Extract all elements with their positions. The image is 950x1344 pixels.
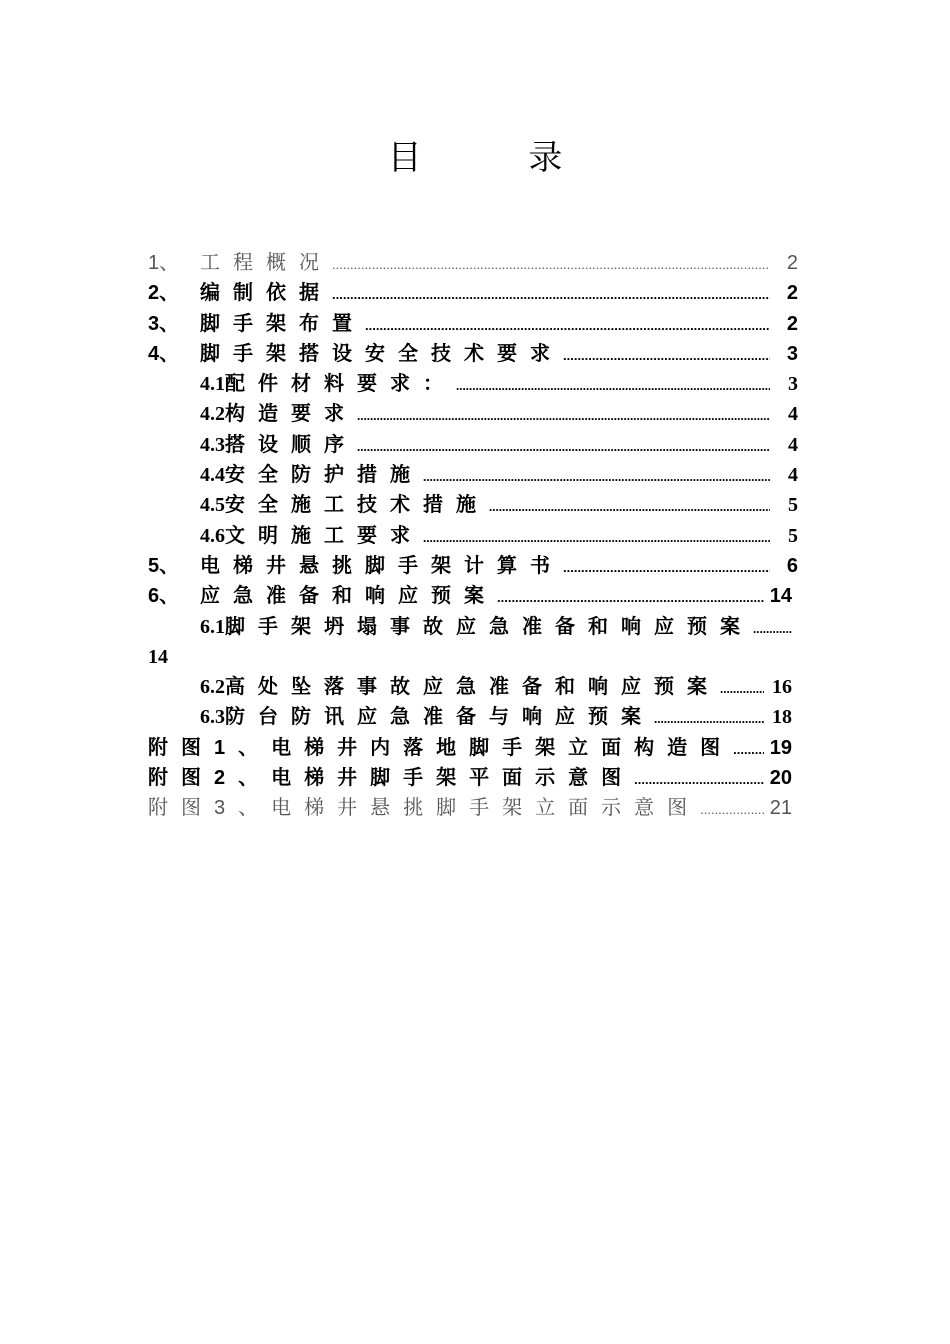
toc-entry-number: 6.1 [200, 615, 225, 638]
table-of-contents [148, 248, 798, 824]
toc-entry-page: 14 [148, 645, 168, 668]
toc-entry-page: 2 [786, 252, 798, 274]
toc-entry-number: 附图3、 [148, 797, 272, 820]
dot-leader [563, 341, 770, 371]
dot-leader [365, 311, 770, 341]
toc-entry-number: 附图2、 [148, 767, 272, 790]
toc-subentry[interactable] [148, 399, 798, 429]
toc-entry-page: 14 [769, 585, 792, 608]
toc-entry-page: 3 [788, 373, 798, 396]
toc-entry-page: 6 [786, 554, 798, 577]
toc-entry-label: 安全防护措施 [225, 464, 423, 487]
dot-leader [753, 614, 792, 644]
toc-entry[interactable] [148, 763, 798, 793]
toc-entry-page: 3 [786, 342, 798, 365]
toc-entry-number: 4.3 [200, 433, 225, 456]
toc-entry-page: 16 [772, 676, 792, 699]
toc-entry-page: 19 [769, 736, 792, 759]
toc-entry-page: 2 [786, 282, 798, 305]
toc-entry-label: 应急准备和响应预案 [200, 585, 497, 608]
toc-entry[interactable] [148, 248, 798, 278]
toc-subentry[interactable] [148, 702, 798, 732]
dot-leader [456, 371, 770, 401]
dot-leader [733, 735, 764, 765]
toc-entry-page: 4 [788, 433, 798, 456]
toc-entry[interactable] [148, 339, 798, 369]
toc-entry-label: 电梯井内落地脚手架立面构造图 [271, 736, 734, 759]
toc-entry-number: 1、 [148, 252, 180, 274]
toc-subentry[interactable] [148, 612, 798, 642]
toc-entry-page: 21 [769, 797, 792, 820]
toc-entry-label: 配件材料要求： [225, 373, 456, 396]
dot-leader [563, 553, 770, 583]
toc-entry-label: 搭设顺序 [225, 433, 357, 456]
toc-entry[interactable] [148, 733, 798, 763]
toc-subentry[interactable] [148, 490, 798, 520]
toc-entry-label: 高处坠落事故应急准备和响应预案 [225, 676, 720, 699]
toc-entry-label: 防台防讯应急准备与响应预案 [225, 706, 654, 729]
toc-entry-page: 5 [788, 494, 798, 517]
dot-leader [700, 795, 764, 825]
dot-leader [332, 280, 770, 310]
dot-leader [654, 704, 764, 734]
toc-entry-label: 编制依据 [200, 282, 332, 305]
toc-entry-number: 2、 [148, 282, 180, 305]
dot-leader [357, 401, 770, 431]
toc-entry-page: 4 [788, 403, 798, 426]
toc-entry-number: 6.2 [200, 676, 225, 699]
toc-subentry[interactable] [148, 369, 798, 399]
toc-entry[interactable] [148, 551, 798, 581]
page-title: 目 录 [387, 138, 611, 178]
dot-leader [332, 250, 770, 280]
toc-entry-number: 4.4 [200, 464, 225, 487]
dot-leader [357, 432, 770, 462]
toc-entry-number: 6.3 [200, 706, 225, 729]
toc-entry-label: 安全施工技术措施 [225, 494, 489, 517]
toc-entry-label: 脚手架布置 [200, 312, 365, 335]
toc-entry-number: 4、 [148, 342, 180, 365]
toc-subentry[interactable] [148, 430, 798, 460]
toc-entry-number: 附图1、 [148, 736, 272, 759]
toc-entry-page: 5 [788, 524, 798, 547]
toc-entry-number: 4.1 [200, 373, 225, 396]
toc-entry-label: 电梯井悬挑脚手架立面示意图 [271, 797, 701, 820]
toc-subentry[interactable] [148, 460, 798, 490]
toc-entry-page: 2 [786, 312, 798, 335]
dot-leader [497, 583, 764, 613]
toc-entry-label: 电梯井悬挑脚手架计算书 [200, 554, 563, 577]
toc-entry-label: 工程概况 [200, 252, 332, 274]
toc-entry[interactable] [148, 793, 798, 823]
toc-entry-page: 4 [788, 464, 798, 487]
toc-entry-label: 脚手架坍塌事故应急准备和响应预案 [225, 615, 753, 638]
dot-leader [423, 523, 770, 553]
toc-entry-number: 3、 [148, 312, 180, 335]
toc-entry-number: 6、 [148, 585, 180, 608]
toc-entry-page: 20 [769, 767, 792, 790]
toc-entry-page: 18 [772, 706, 792, 729]
toc-entry-label: 脚手架搭设安全技术要求 [200, 342, 563, 365]
dot-leader [634, 765, 764, 795]
dot-leader [489, 492, 770, 522]
dot-leader [423, 462, 770, 492]
toc-entry[interactable] [148, 278, 798, 308]
toc-entry[interactable] [148, 309, 798, 339]
toc-entry[interactable] [148, 581, 798, 611]
toc-entry-label: 电梯井脚手架平面示意图 [271, 767, 635, 790]
toc-entry-number: 4.5 [200, 494, 225, 517]
toc-entry-label: 构造要求 [225, 403, 357, 426]
toc-entry-label: 文明施工要求 [225, 524, 423, 547]
toc-entry-number: 4.6 [200, 524, 225, 547]
toc-entry-number: 4.2 [200, 403, 225, 426]
dot-leader [720, 674, 764, 704]
toc-subentry[interactable] [148, 521, 798, 551]
toc-subentry[interactable] [148, 672, 798, 702]
toc-entry-number: 5、 [148, 554, 180, 577]
